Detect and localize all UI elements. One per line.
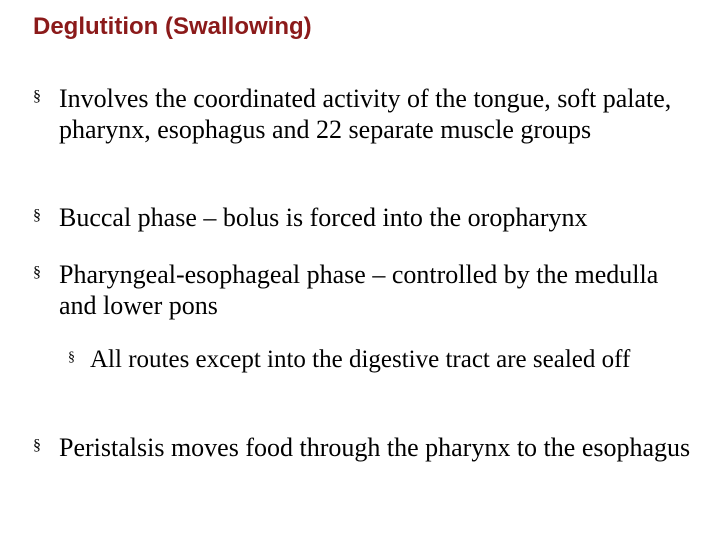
bullet-text: Peristalsis moves food through the pharynx to the esophagus — [59, 433, 691, 462]
sub-bullet-item — [68, 345, 698, 375]
sub-bullet-text: All routes except into the digestive tract are sealed off — [90, 346, 631, 373]
bullet-item — [33, 202, 693, 233]
bullet-item — [33, 83, 693, 145]
bullet-marker-icon: § — [33, 207, 41, 224]
bullet-text: Pharyngeal-esophageal phase – controlled by the medulla and lower pons — [59, 260, 659, 320]
bullet-item — [33, 432, 693, 463]
bullet-marker-icon: § — [33, 264, 41, 281]
bullet-item — [33, 259, 693, 321]
bullet-marker-icon: § — [33, 88, 41, 105]
bullet-text: Buccal phase – bolus is forced into the oropharynx — [59, 203, 588, 232]
bullet-text: Involves the coordinated activity of the tongue, soft palate, pharynx, esophagus and 22 separate muscle groups — [59, 84, 672, 144]
bullet-marker-icon: § — [33, 437, 41, 454]
bullet-marker-icon: § — [68, 350, 75, 365]
slide-title: Deglutition (Swallowing) — [33, 13, 312, 40]
